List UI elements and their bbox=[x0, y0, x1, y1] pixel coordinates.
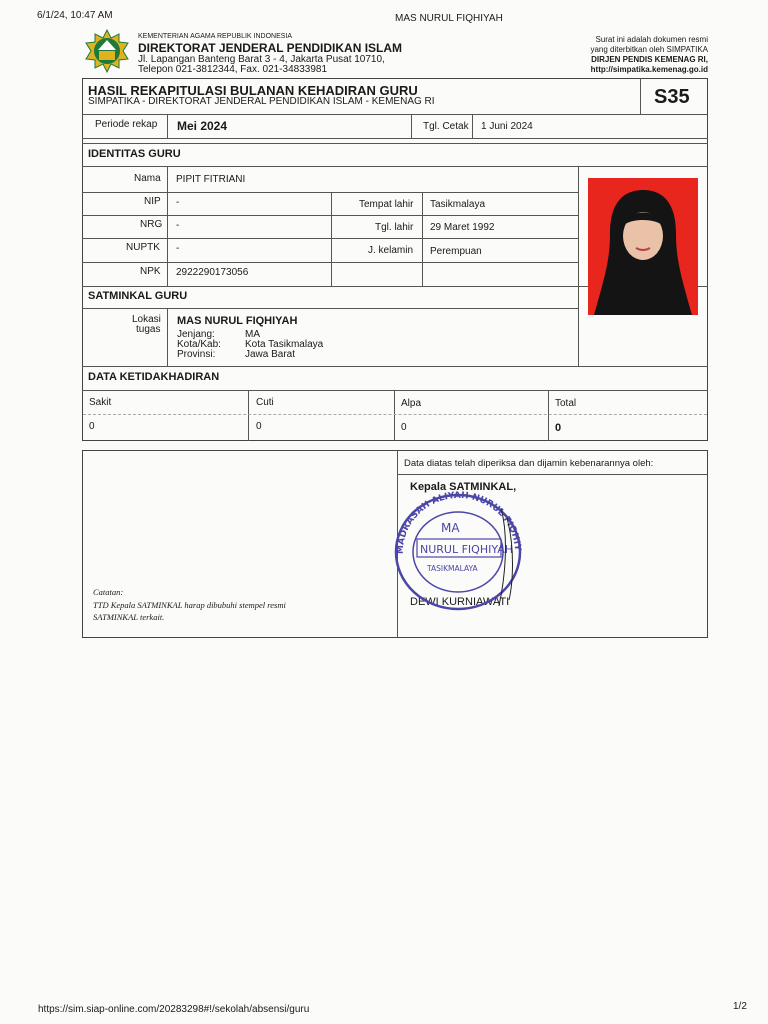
stamp-center-2: NURUL FIQHIYAH bbox=[420, 543, 514, 556]
print-url: https://sim.siap-online.com/20283298#!/sekolah/absensi/guru bbox=[38, 1004, 310, 1015]
level-label: Jenjang: bbox=[177, 329, 215, 340]
notice-line: yang diterbitkan oleh SIMPATIKA bbox=[590, 45, 708, 54]
absence-section-title: DATA KETIDAKHADIRAN bbox=[88, 371, 220, 383]
location-label-2: tugas bbox=[136, 324, 161, 335]
npk-value: 2922290173056 bbox=[176, 267, 249, 278]
city-label: Kota/Kab: bbox=[177, 339, 221, 350]
kemenag-logo bbox=[84, 29, 130, 73]
print-date-label: Tgl. Cetak bbox=[423, 121, 469, 132]
official-stamp bbox=[383, 488, 529, 612]
report-title: HASIL REKAPITULASI BULANAN KEHADIRAN GURU bbox=[88, 83, 418, 98]
stamp-center-3: TASIKMALAYA bbox=[427, 564, 478, 573]
school-name: MAS NURUL FIQHIYAH bbox=[177, 315, 298, 327]
gender-value: Perempuan bbox=[430, 246, 482, 257]
total-value: 0 bbox=[555, 422, 562, 434]
satminkal-section-title: SATMINKAL GURU bbox=[88, 290, 188, 302]
identity-section-title: IDENTITAS GURU bbox=[88, 148, 181, 160]
directorate-address: Jl. Lapangan Banteng Barat 3 - 4, Jakarta Pusat 10710, bbox=[138, 54, 385, 65]
period-value: Mei 2024 bbox=[177, 119, 228, 133]
signer-name: DEWI KURNIAWATI bbox=[410, 596, 510, 608]
level-value: MA bbox=[245, 329, 260, 340]
location-label: Lokasi bbox=[132, 314, 161, 325]
report-subtitle: SIMPATIKA - DIREKTORAT JENDERAL PENDIDIKAN ISLAM - KEMENAG RI bbox=[88, 96, 435, 107]
note-line: SATMINKAL terkait. bbox=[93, 612, 165, 622]
stamp-ring-text: MADRASAH ALIYAH NURUL FIQHIY bbox=[395, 490, 523, 555]
verification-statement: Data diatas telah diperiksa dan dijamin kebenarannya oleh: bbox=[404, 458, 654, 469]
stamp-center-1: MA bbox=[441, 521, 460, 535]
print-page-number: 1/2 bbox=[733, 1001, 747, 1012]
nip-label: NIP bbox=[144, 196, 161, 207]
notice-url: http://simpatika.kemenag.go.id bbox=[590, 65, 708, 74]
absent-label: Alpa bbox=[401, 398, 422, 409]
total-label: Total bbox=[555, 398, 577, 409]
birthdate-value: 29 Maret 1992 bbox=[430, 222, 495, 233]
nuptk-value: - bbox=[176, 243, 180, 254]
ministry-name: KEMENTERIAN AGAMA REPUBLIK INDONESIA bbox=[138, 33, 293, 40]
print-page-title: MAS NURUL FIQHIYAH bbox=[395, 13, 503, 24]
teacher-photo bbox=[588, 178, 698, 315]
gender-label: J. kelamin bbox=[368, 245, 414, 256]
report-code: S35 bbox=[654, 86, 690, 108]
leave-value: 0 bbox=[256, 421, 262, 432]
notice-line: DIRJEN PENDIS KEMENAG RI, bbox=[591, 55, 708, 64]
province-label: Provinsi: bbox=[177, 349, 216, 360]
city-value: Kota Tasikmalaya bbox=[245, 339, 324, 350]
npk-label: NPK bbox=[140, 266, 161, 277]
name-value: PIPIT FITRIANI bbox=[176, 174, 246, 185]
nrg-value: - bbox=[176, 220, 180, 231]
birthplace-value: Tasikmalaya bbox=[430, 199, 486, 210]
name-label: Nama bbox=[134, 173, 161, 184]
leave-label: Cuti bbox=[256, 397, 274, 408]
nuptk-label: NUPTK bbox=[126, 242, 160, 253]
official-notice bbox=[590, 35, 708, 75]
print-datetime: 6/1/24, 10:47 AM bbox=[37, 10, 113, 21]
nrg-label: NRG bbox=[140, 219, 163, 230]
nip-value: - bbox=[176, 197, 180, 208]
print-date-value: 1 Juni 2024 bbox=[481, 121, 533, 132]
directorate-name: DIREKTORAT JENDERAL PENDIDIKAN ISLAM bbox=[138, 41, 403, 55]
birthplace-label: Tempat lahir bbox=[359, 199, 414, 210]
birthdate-label: Tgl. lahir bbox=[375, 222, 414, 233]
notice-line: Surat ini adalah dokumen resmi bbox=[595, 35, 708, 44]
period-label: Periode rekap bbox=[95, 119, 158, 130]
province-value: Jawa Barat bbox=[245, 349, 296, 360]
signer-role: Kepala SATMINKAL, bbox=[410, 481, 517, 493]
sick-value: 0 bbox=[89, 421, 95, 432]
note-title: Catatan: bbox=[93, 587, 124, 597]
note-line: TTD Kepala SATMINKAL harap dibubuhi stempel resmi bbox=[93, 600, 286, 610]
absent-value: 0 bbox=[401, 422, 407, 433]
sick-label: Sakit bbox=[89, 397, 112, 408]
directorate-phone: Telepon 021-3812344, Fax. 021-34833981 bbox=[138, 64, 328, 75]
